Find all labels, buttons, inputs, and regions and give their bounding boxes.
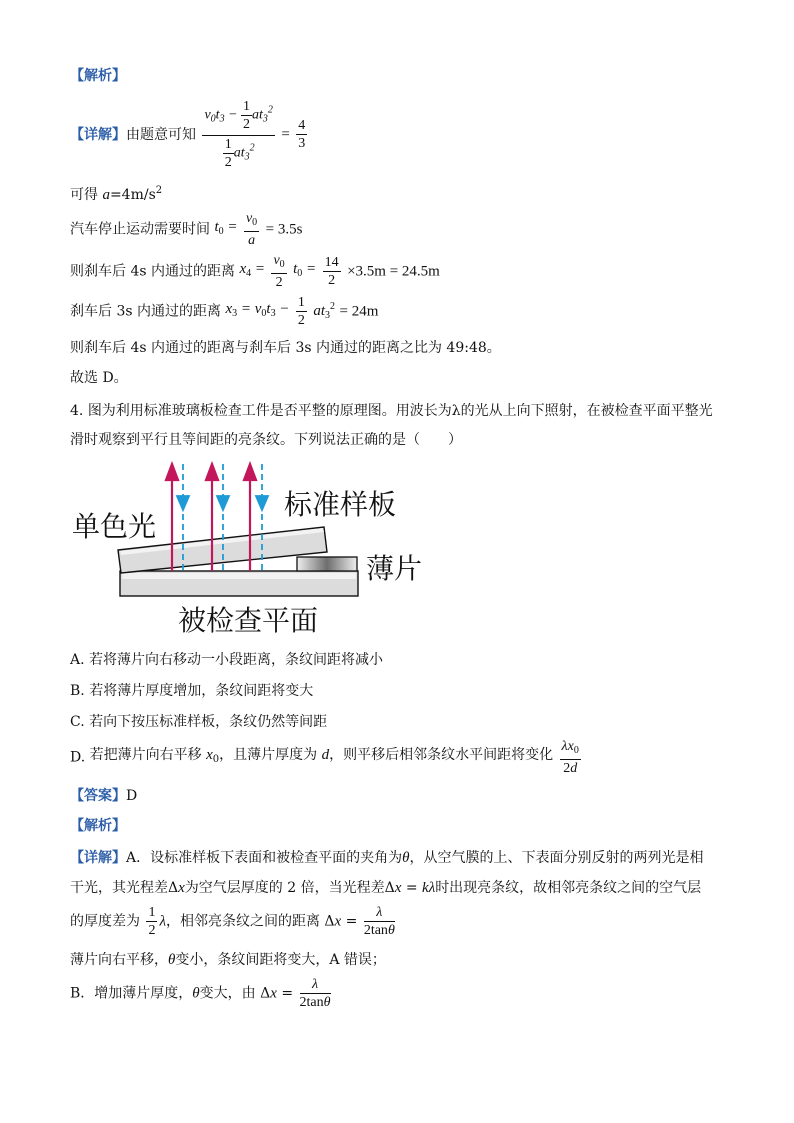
answer-value: D [126,788,138,804]
option-d: D. 若把薄片向右平移 $x_0$，且薄片厚度为 d，则平移后相邻条纹水平间距将变化 $\frac{\lambda x_0}{2d}$ [70,739,579,776]
analysis-heading-2: 【解析】 [70,818,126,834]
question-text-1: 图为利用标准玻璃板检查工件是否平整的原理图。用波长为λ的光从上向下照射，在被检查平面平整光 [87,403,713,419]
option-a-text: 若将薄片向右移动一小段距离，条纹间距将减小 [89,652,384,668]
option-a-key: A. [70,652,85,668]
interference-diagram [68,460,438,640]
option-b [70,681,313,701]
option-d-key: D. [70,749,86,766]
option-b-text: 若将薄片厚度增加，条纹间距将变大 [89,683,314,699]
answer-line [70,786,137,806]
x4-line: 则刹车后 4s 内通过的距离 $x_4$ = $\frac{v_0}{2}$ $t_0$ = $\frac{14}{2}$ ×3.5m = 24.5m [70,253,440,290]
question-4-line-1 [70,401,713,421]
option-c [70,712,327,732]
ratio-equation: $v_0t_3$ − $\frac{1}{2}$ $at_3^2$ $\frac{1}{2}$ $at_3^2$ [204,99,273,170]
detail-2-line-2: 干光，其光程差Δx为空气层厚度的 2 倍，当光程差Δx = kλ时出现亮条纹，故相邻亮条纹之间的空气层 [70,880,702,896]
detail-2-line-5: B．增加薄片厚度，θ变大，由 Δx = $\frac{\lambda}{2\tan\theta}$ [70,977,331,1010]
x4-text: 则刹车后 4s 内通过的距离 [70,263,235,280]
label-film: 薄片 [366,552,423,585]
result-acceleration: 可得 $a=4m/s^2$ [70,185,163,203]
question-number: 4. [70,403,84,419]
detail-text: 由题意可知 [126,126,196,143]
choose-line: 故选 D。 [70,370,128,386]
film-slice [297,557,357,571]
question-4-line-2: 滑时观察到平行且等间距的亮条纹。下列说法正确的是（ ） [70,432,462,448]
option-a [70,650,383,670]
label-monochromatic-light: 单色光 [72,510,157,543]
x3-text: 刹车后 3s 内通过的距离 [70,303,221,320]
label-inspected-surface: 被检查平面 [178,604,319,637]
detail-line-1: 【详解】由题意可知 $v_0t_3$ − $\frac{1}{2}$ $at_3^2$ $\frac{1}{2}$ $at_3^2$ = $\frac{4}{3}$ [70,99,306,170]
answer-label: 【答案】 [70,788,126,804]
analysis-heading-1: 【解析】 [70,68,126,84]
stop-time-line: 汽车停止运动需要时间 $t_0$ = $\frac{v_0}{a}$ = 3.5s [70,211,303,248]
stop-time-text: 汽车停止运动需要时间 [70,221,210,238]
option-c-text: 若向下按压标准样板，条纹仍然等间距 [89,714,328,730]
ratio-value: $\frac{4}{3}$ [298,118,306,151]
ratio-line: 则刹车后 4s 内通过的距离与刹车后 3s 内通过的距离之比为 49:48。 [70,340,501,356]
option-b-key: B. [70,683,85,699]
detail-2-label: 【详解】 [70,850,126,866]
x3-line: 刹车后 3s 内通过的距离 $x_3 = v_0t_3$ − $\frac{1}{2}$ $at_3^2 = 24m$ [70,295,379,328]
option-c-key: C. [70,714,85,730]
detail-2-line-4: 薄片向右平移，θ变小，条纹间距将变大，A 错误； [70,952,386,968]
detail-2-line-1: 【详解】A．设标准样板下表面和被检查平面的夹角为θ，从空气膜的上、下表面分别反射的两列光是相 [70,850,704,866]
detail-2-line-3: 的厚度差为 $\frac{1}{2}$ λ，相邻亮条纹之间的距离 Δx = $\frac{\lambda}{2\tan\theta}$ [70,905,395,938]
detail-label: 【详解】 [70,126,126,143]
label-standard-plate: 标准样板 [284,488,397,521]
